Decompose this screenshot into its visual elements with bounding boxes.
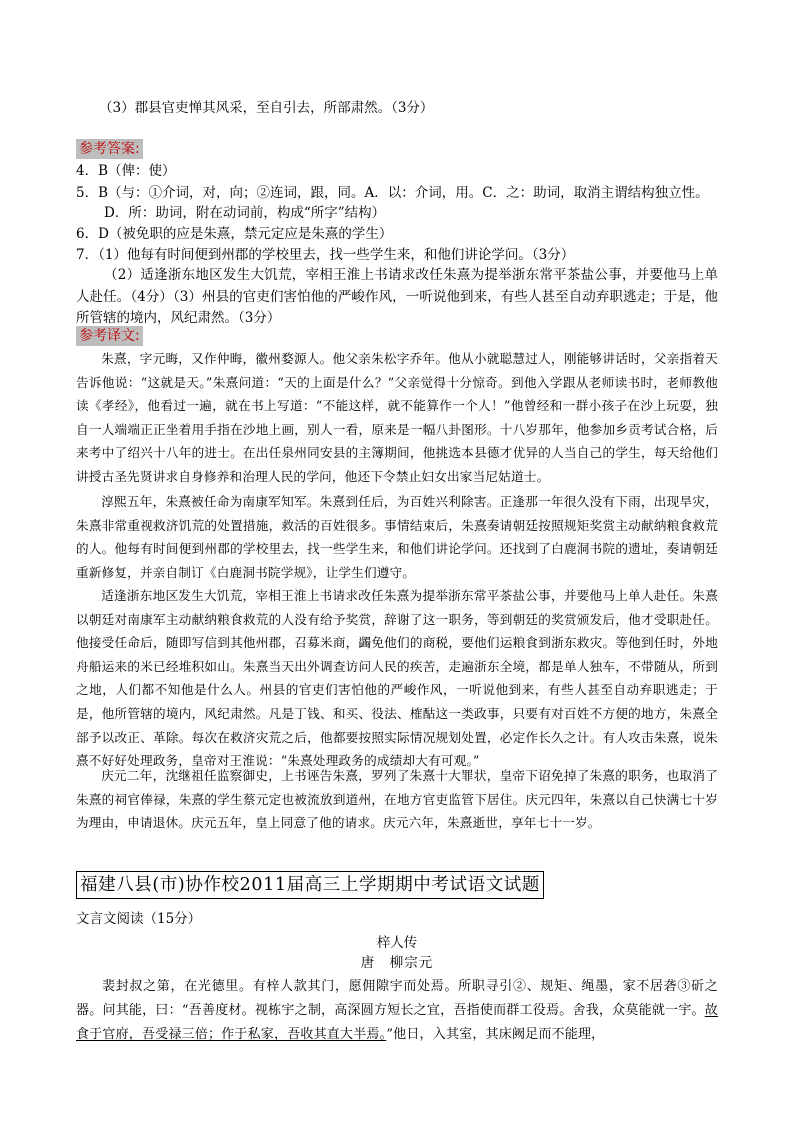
answer-4: 4．B（俾：使） <box>76 163 176 179</box>
section-heading: 文言文阅读（15分） <box>76 911 202 927</box>
passage-author: 唐 柳宗元 <box>360 955 434 971</box>
exam-title: 福建八县(市)协作校2011届高三上学期期中考试语文试题 <box>76 871 544 899</box>
underlined-sentence: 故食于官府，吾受禄三倍；作于私家，吾收其直大半焉。 <box>76 1003 718 1042</box>
translation-paragraph-1: 朱熹，字元晦，又作仲晦，徽州婺源人。他父亲朱松字乔年。他从小就聪慧过人，刚能够讲话时，父亲指着天告诉他说：“这就是天。”朱熹问道：“天的上面是什么？”父亲觉得十分惊奇。到他入学跟从老师读书时，老师教他读《孝经》，他看过一遍，就在书上写道：“不能这样，就不能算作一个人！”他曾经和一群小孩子在沙上玩耍，独自一人端端正正坐着用手指在沙地上画，别人一看，原来是一幅八卦图形。十八岁那年，他参加乡贡考试合格，后来考中了绍兴十八年的进士。在出任泉州同安县的主簿期间，他挑选本县德才优异的人当自己的学生，每天给他们讲授古圣先贤讲求自身修养和治理人民的学问，他还下令禁止妇女出家当尼姑道士。 <box>76 351 718 484</box>
translation-paragraph-3: 适逢浙东地区发生大饥荒，宰相王淮上书请求改任朱熹为提举浙东常平茶盐公事，并要他马上单人赴任。朱熹以朝廷对南康军主动献纳粮食救荒的人没有给予奖赏，辞谢了这一职务，等到朝廷的奖赏颁发后，他才受职赴任。他接受任命后，随即写信到其他州郡，召募米商，蠲免他们的商税，要他们运粮食到浙东救灾。等他到任时，外地舟船运来的米已经堆积如山。朱熹当天出外调查访问人民的疾苦，走遍浙东全境，都是单人独车，不带随从，所到之地，人们都不知他是什么人。州县的官吏们害怕他的严峻作风，一听说他到来，有些人甚至自动弃职逃走；于是，他所管辖的境内，风纪肃然。凡是丁钱、和买、役法、榷酤这一类政事，只要有对百姓不方便的地方，朱熹全部予以改正、革除。每次在救济灾荒之后，他都要按照实际情况规划处置，必定作长久之计。有人攻击朱熹，说朱熹不好好处理政务，皇帝对王淮说：“朱熹处理政务的成绩却大有可观。” <box>76 588 718 769</box>
question-3-item: （3）郡县官吏惮其风采，至自引去，所部肃然。（3分） <box>99 100 434 116</box>
answer-6: 6．D（被免职的应是朱熹，禁元定应是朱熹的学生） <box>76 226 393 242</box>
passage-text-part-2: ”他日，入其室，其床阙足而不能理， <box>386 1027 605 1042</box>
answer-7-part-1: 7．（1）他每有时间便到州郡的学校里去，找一些学生来，和他们讲论学问。（3分） <box>76 247 575 263</box>
answer-5-line-2: D．所：助词，附在动词前，构成“所字”结构） <box>104 205 386 221</box>
passage-title: 梓人传 <box>376 935 418 951</box>
translation-heading: 参考译文: <box>76 326 143 346</box>
passage-text-part-1: 裴封叔之第，在光德里。有梓人款其门，愿佣隙宇而处焉。所职寻引②、规矩、绳墨，家不居砻③斫之器。问其能，曰：“吾善度材。视栋宇之制，高深圆方短长之宜，吾指使而群工役焉。舍我，众莫能就一宇。 <box>76 979 718 1018</box>
answer-5-line-1: 5．B（与：①介词，对，向；②连词，跟，同。A．以：介词，用。C．之：助词，取消主谓结构独立性。 <box>76 185 709 201</box>
translation-paragraph-2: 淳熙五年，朱熹被任命为南康军知军。朱熹到任后，为百姓兴利除害。正逢那一年很久没有下雨，出现旱灾，朱熹非常重视救济饥荒的处置措施，救活的百姓很多。事情结束后，朱熹奏请朝廷按照规矩奖赏主动献纳粮食救荒的人。他每有时间便到州郡的学校里去，找一些学生来，和他们讲论学问。还找到了白鹿洞书院的遗址，奏请朝廷重新修复，并亲自制订《白鹿洞书院学规》，让学生们遵守。 <box>76 494 718 580</box>
translation-paragraph-4: 庆元二年，沈继祖任监察御史，上书诬告朱熹，罗列了朱熹十大罪状，皇帝下诏免掉了朱熹的职务，也取消了朱熹的祠官俸禄，朱熹的学生蔡元定也被流放到道州，在地方官吏监管下居住。庆元四年，朱熹以自己快满七十岁为理由，申请退休。庆元五年，皇上同意了他的请求。庆元六年，朱熹逝世，享年七十一岁。 <box>76 768 718 831</box>
passage-text <box>76 975 718 1047</box>
answer-7-part-2: （2）适逢浙东地区发生大饥荒，宰相王淮上书请求改任朱熹为提举浙东常平茶盐公事，并要他马上单人赴任。（4分）（3）州县的官吏们害怕他的严峻作风，一听说他到来，有些人甚至自动弃职逃走；于是，他所管辖的境内，风纪肃然。（3分） <box>76 267 718 326</box>
answers-heading: 参考答案: <box>76 139 143 159</box>
